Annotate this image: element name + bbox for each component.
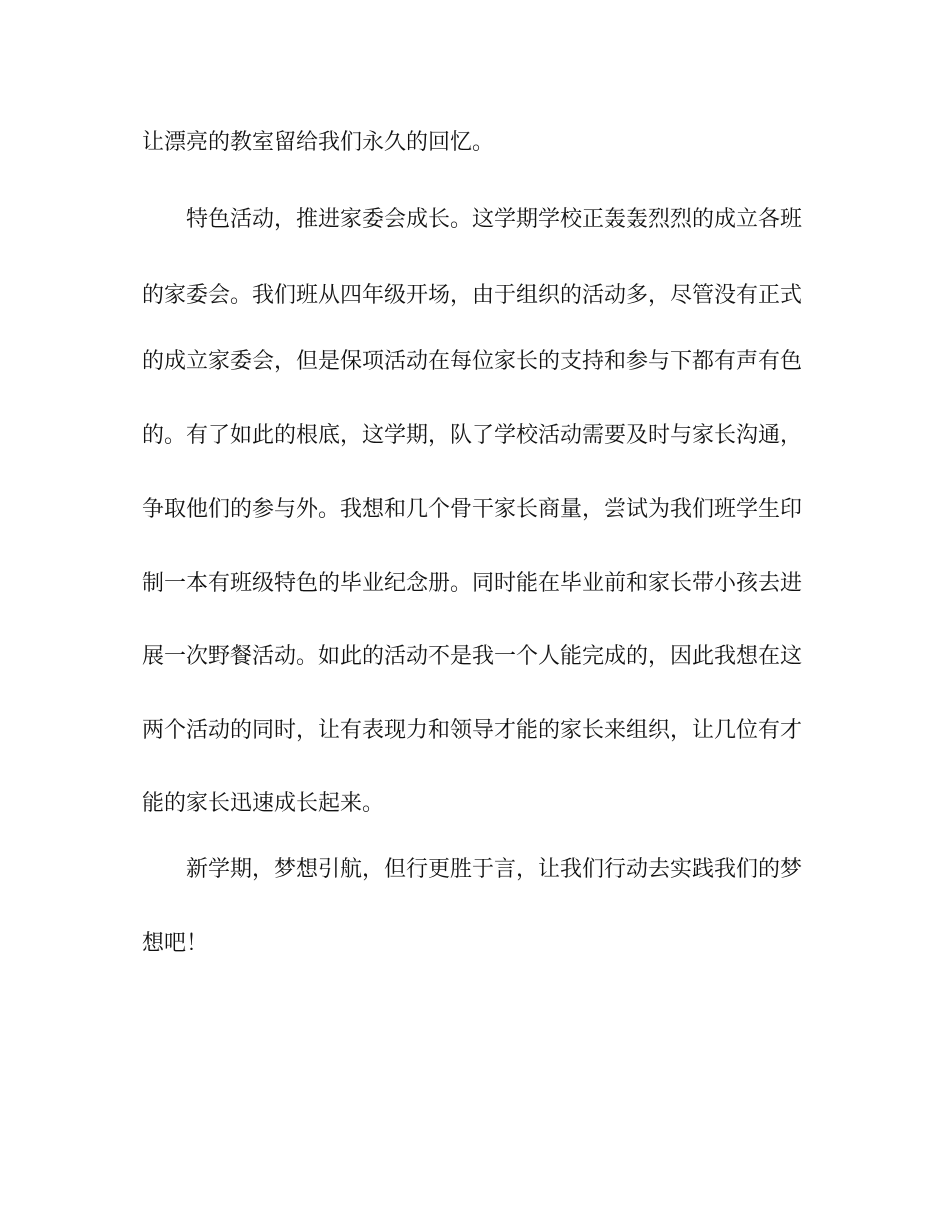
paragraph-first-line: 特色活动，推进家委会成长。这学期学校正轰轰烈烈的成立各班: [186, 207, 803, 232]
text-line: 的成立家委会，但是保项活动在每位家长的支持和参与下都有声有色: [142, 349, 803, 374]
text-line: 能的家长迅速成长起来。: [142, 791, 385, 816]
text-line: 两个活动的同时，让有表现力和领导才能的家长来组织，让几位有才: [142, 718, 803, 743]
text-line: 制一本有班级特色的毕业纪念册。同时能在毕业前和家长带小孩去进: [142, 571, 803, 596]
text-line: 让漂亮的教室留给我们永久的回忆。: [142, 130, 495, 155]
text-line: 想吧！: [142, 931, 209, 956]
text-line: 的家委会。我们班从四年级开场，由于组织的活动多，尽管没有正式: [142, 283, 803, 308]
text-line: 争取他们的参与外。我想和几个骨干家长商量，尝试为我们班学生印: [142, 497, 803, 522]
paragraph-first-line: 新学期，梦想引航，但行更胜于言，让我们行动去实践我们的梦: [186, 857, 803, 882]
text-line: 展一次野餐活动。如此的活动不是我一个人能完成的，因此我想在这: [142, 644, 803, 669]
text-line: 的。有了如此的根底，这学期，队了学校活动需要及时与家长沟通，: [142, 423, 803, 448]
